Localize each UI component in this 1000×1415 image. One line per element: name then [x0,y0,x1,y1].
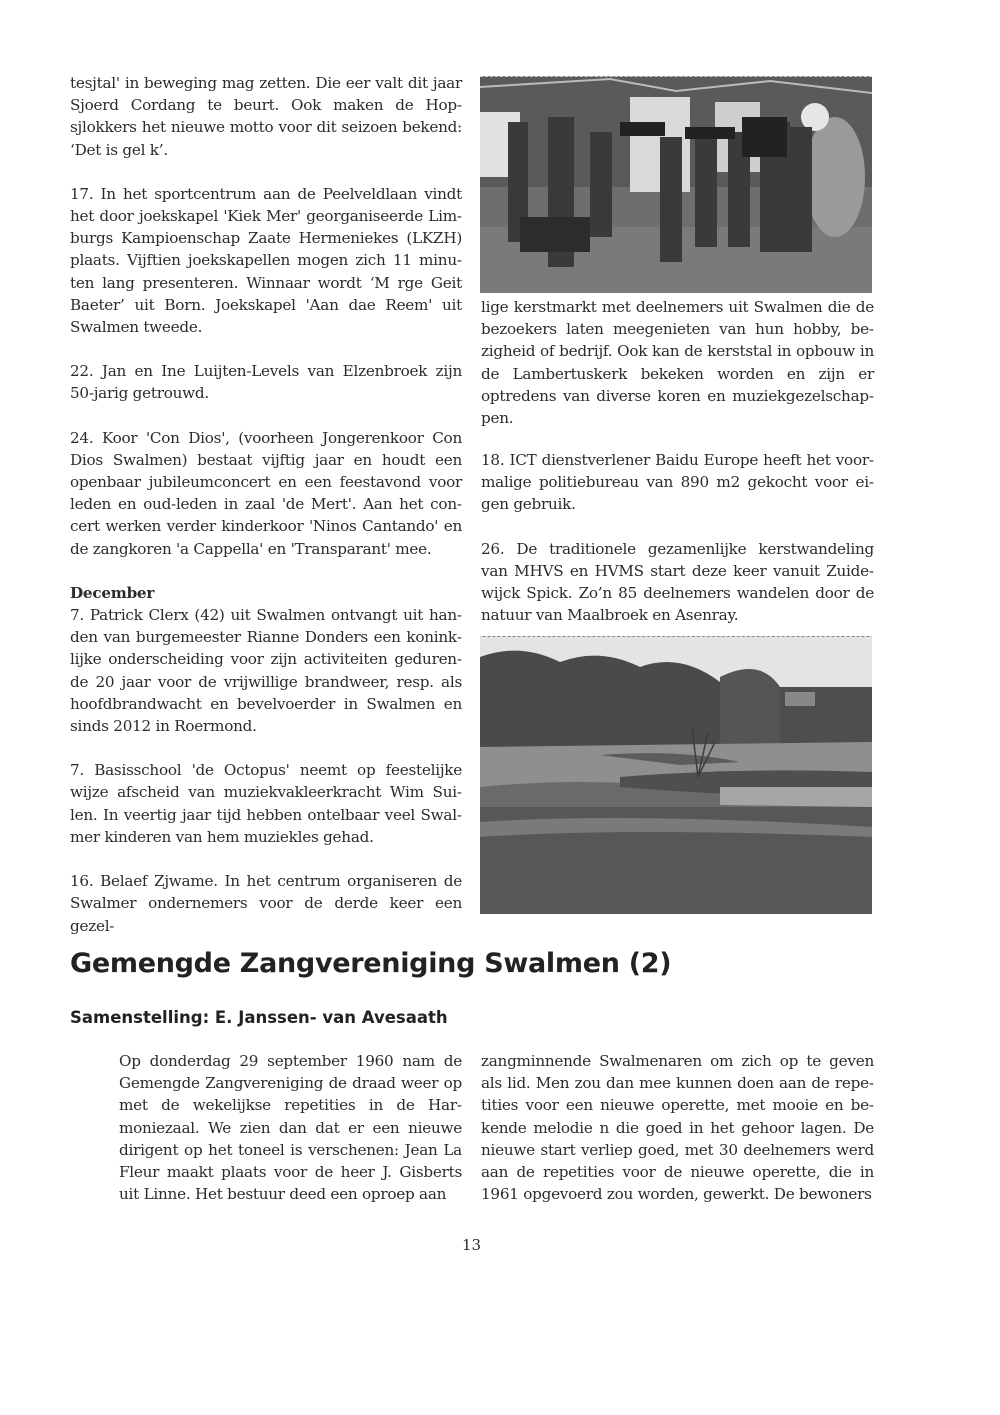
paragraph-kerstmarkt: lige kerstmarkt met deelnemers uit Swalmen die de bezoekers laten meegenieten van hun hobby, bezigheid of bedrijf. Ook kan de kerststal in opbouw in de Lambertuskerk bekeken worden en zijn er optredens van diverse koren en muziekgezelschappen. [481,298,874,428]
photo-christmas-musicians [480,76,872,293]
right-column-top [481,296,874,429]
article-title: Gemengde Zangvereniging Swalmen (2) [70,948,672,979]
paragraph-belaef-zjwame: 16. Belaef Zjwame. In het centrum organiseren de Swalmer ondernemers voor de derde keer een gezel- [70,872,462,935]
article-left-column [119,1050,462,1205]
paragraph-baidu: 18. ICT dienstverlener Baidu Europe heeft het voormalige politiebureau van 890 m2 gekocht voor eigen gebruik. [481,451,874,514]
paragraph-anniversary: 22. Jan en Ine Luijten-Levels van Elzenbroek zijn 50-jarig getrouwd. [70,362,462,403]
paragraph-con-dios: 24. Koor 'Con Dios', (voorheen Jongerenkoor Con Dios Swalmen) bestaat vijftig jaar en houdt een openbaar jubileumconcert en een feestavond voor leden en oud-leden in zaal 'de Mert'. Aan het concert werken verder kinderkoor 'Ninos Cantando' en de zangkoren 'a Cappella' en 'Transparant' mee. [70,428,462,558]
paragraph-kerstwandeling: 26. De traditionele gezamenlijke kerstwandeling van MHVS en HVMS start deze keer vanuit Zuidewijck Spick. Zo’n 85 deelnemers wandelen door de natuur van Maalbroek en Asenray. [481,539,874,625]
article-right-column [481,1050,874,1205]
left-column [70,72,462,937]
paragraph-octopus: 7. Basisschool 'de Octopus' neemt op feestelijke wijze afscheid van muziekvakleerkracht Wim Suilen. In veertig jaar tijd hebben ontelbaar veel Swalmer kinderen van hem muziekles gehad. [70,761,462,846]
musicians-photo-icon [480,77,872,293]
article-subtitle: Samenstelling: E. Janssen- van Avesaath [70,1008,448,1027]
month-heading-december: December [70,583,155,602]
page-number: 13 [462,1236,482,1254]
paragraph-lkzh: 17. In het sportcentrum aan de Peelveldlaan vindt het door joekskapel 'Kiek Mer' georganiseerde Limburgs Kampioenschap Zaate Hermeniekes (LKZH) plaats. Vijftien joekskapellen mogen zich 11 minuten lang presenteren. Winnaar wordt ‘M rge Geit Baeter’ uit Born. Joekskapel 'Aan dae Reem' uit Swalmen tweede. [70,184,462,337]
landscape-photo-icon [480,637,872,914]
photo-winter-landscape [480,636,872,914]
article-paragraph-left: Op donderdag 29 september 1960 nam de Gemengde Zangvereniging de draad weer op met de wekelijkse repetities in de Harmoniezaal. We zien dan dat er een nieuwe dirigent op het toneel is verschenen: Jean La Fleur maakt plaats voor de heer J. Gisberts uit Linne. Het bestuur deed een oproep aan [119,1052,462,1204]
right-column-middle [481,449,874,626]
paragraph-patrick-clerx: 7. Patrick Clerx (42) uit Swalmen ontvangt uit handen van burgemeester Rianne Donders een koninklijke onderscheiding voor zijn activiteiten gedurende 20 jaar voor de vrijwillige brandweer, resp. als hoofdbrandwacht en bevelvoerder in Swalmen en sinds 2012 in Roermond. [70,606,462,736]
paragraph-carnival-motto: tesjtal' in beweging mag zetten. Die eer valt dit jaar Sjoerd Cordang te beurt. Ook maken de Hopsjlokkers het nieuwe motto voor dit seizoen bekend: ‘Det is gel k’. [70,74,462,159]
article-paragraph-right: zangminnende Swalmenaren om zich op te geven als lid. Men zou dan mee kunnen doen aan de repetities voor een nieuwe operette, met mooie en bekende melodie n die goed in het gehoor lagen. De nieuwe start verliep goed, met 30 deelnemers werd aan de repetities voor de nieuwe operette, die in 1961 opgevoerd zou worden, gewerkt. De bewoners [481,1052,874,1204]
